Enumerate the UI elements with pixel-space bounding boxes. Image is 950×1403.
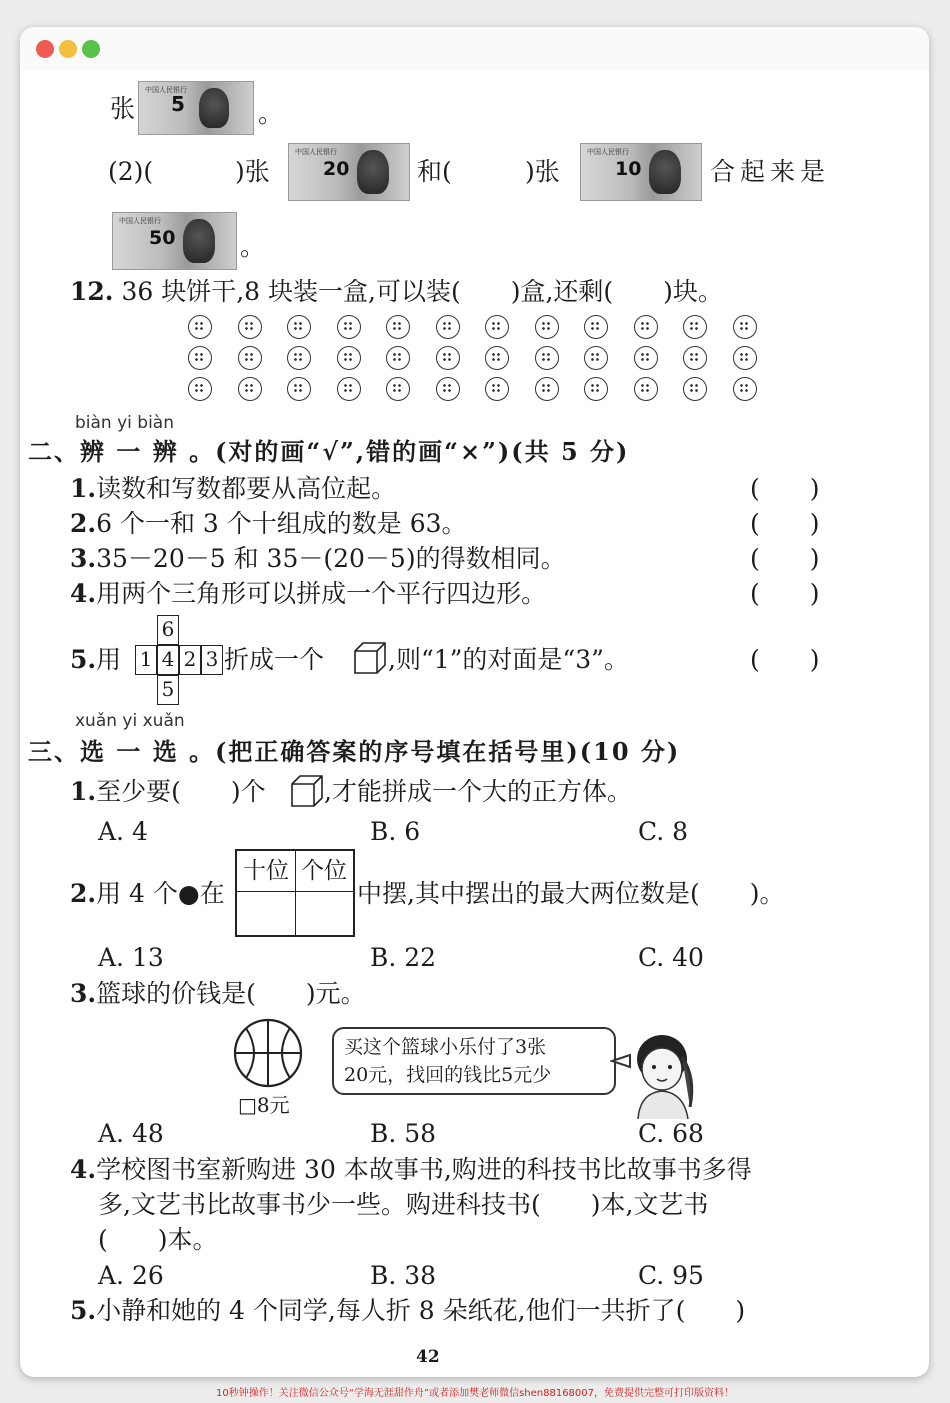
sec2-item-2: 2.6 个一和 3 个十组成的数是 63。 [70,509,467,538]
sec3-q4-option-b[interactable]: B. 38 [370,1261,437,1290]
sec3-q4-line-2: 多,文艺书比故事书少一些。购进科技书( )本,文艺书 [98,1190,709,1219]
q11-period-2: 。 [240,232,266,261]
banknote-50-image: 中国人民银行 50 [112,212,237,270]
speech-line-1: 买这个篮球小乐付了3张 [344,1036,547,1058]
sec3-q4-line-3: ( )本。 [98,1225,218,1254]
net-cell-1: 1 [135,645,157,675]
sec3-q1-option-a[interactable]: A. 4 [98,817,148,846]
biscuit-icon [485,377,509,401]
sec3-q5-question: 5.小静和她的 4 个同学,每人折 8 朵纸花,他们一共折了( ) [70,1296,746,1325]
speech-line-2: 20元，找回的钱比5元少 [344,1064,552,1086]
basketball-price: □8元 [238,1093,290,1117]
net-cell-3: 2 [179,645,201,675]
sec2-item-5-pre: 5.用 [70,645,122,674]
sec3-q1-option-c[interactable]: C. 8 [638,817,689,846]
sec2-answer-5[interactable]: ( ) [750,645,820,674]
biscuit-icon [337,377,361,401]
biscuit-icon [386,346,410,370]
sec3-q3-option-a[interactable]: A. 48 [98,1119,164,1148]
biscuit-icon [485,315,509,339]
title-bar [20,27,929,71]
sec3-q2-option-b[interactable]: B. 22 [370,943,437,972]
sec2-answer-4[interactable]: ( ) [750,579,820,608]
sec2-answer-2[interactable]: ( ) [750,509,820,538]
biscuit-icon [634,377,658,401]
biscuit-icon [584,377,608,401]
page-number: 42 [416,1347,440,1367]
banknote-20-image: 中国人民银行 20 [288,143,410,201]
biscuit-icon [436,315,460,339]
footer-notice: 10秒钟操作！关注微信公众号“学海无涯甜作舟”或者添加樊老师微信shen88168007，免费提供完整可打印版资料！ [215,1388,735,1399]
biscuit-icon [634,346,658,370]
biscuit-icon [287,346,311,370]
sec3-q2-pre: 2.用 4 个●在 [70,879,225,908]
biscuit-icon [287,315,311,339]
banknote-5-image: 中国人民银行 5 [138,81,254,135]
sec3-q4-option-c[interactable]: C. 95 [638,1261,704,1290]
banknote-10-image: 中国人民银行 10 [580,143,702,201]
sec2-pinyin: biàn yi biàn [75,413,175,433]
q12-number: 12. [70,277,114,306]
maximize-button[interactable] [82,40,100,58]
q11-part2-b: )张 [235,157,270,186]
q11-part2-a: (2)( [108,157,154,186]
biscuit-icon [337,315,361,339]
biscuit-icon [733,346,757,370]
q11-part2-d: )张 [525,157,560,186]
biscuit-icon [584,315,608,339]
sec3-q3-question: 3.篮球的价钱是( )元。 [70,979,366,1008]
biscuit-icon [337,346,361,370]
q11-zhang: 张 [110,94,136,123]
biscuit-icon [436,377,460,401]
q12-question [70,277,723,307]
q11-part2-e: 合起来是 [710,157,831,186]
biscuit-icon [634,315,658,339]
biscuit-icon [535,377,559,401]
biscuit-icon [683,315,707,339]
biscuit-icon [238,377,262,401]
tens-header: 十位 [237,851,296,892]
basketball-icon [232,1017,304,1089]
biscuit-icon [188,346,212,370]
document-window [20,27,929,1377]
biscuit-icon [188,377,212,401]
biscuit-icon [386,315,410,339]
biscuit-icon [535,346,559,370]
sec2-item-5-post: ,则“1”的对面是“3”。 [388,645,629,674]
sec3-q3-option-c[interactable]: C. 68 [638,1119,704,1148]
biscuit-icon [683,377,707,401]
sec3-q2-post: 中摆,其中摆出的最大两位数是( )。 [357,879,785,908]
net-cell-2: 4 [157,645,179,675]
sec2-title: 二、辨 一 辨 。(对的画“√”,错的画“×”)(共 5 分) [28,437,630,466]
sec3-q2-option-a[interactable]: A. 13 [98,943,164,972]
sec2-answer-1[interactable]: ( ) [750,474,820,503]
sec3-title: 三、选 一 选 。(把正确答案的序号填在括号里)(10 分) [28,737,681,766]
biscuit-icon [238,315,262,339]
girl-illustration [610,1027,700,1119]
biscuit-icon [535,315,559,339]
sec2-item-1: 1.读数和写数都要从高位起。 [70,474,397,503]
sec2-item-4: 4.用两个三角形可以拼成一个平行四边形。 [70,579,547,608]
biscuit-icon [386,377,410,401]
sec2-item-3: 3.35－20－5 和 35－(20－5)的得数相同。 [70,544,566,573]
biscuit-icon [188,315,212,339]
net-cell-top: 6 [157,615,179,645]
biscuit-icon [733,377,757,401]
small-cube-icon [290,774,324,808]
table-divider [295,891,296,935]
close-button[interactable] [36,40,54,58]
ones-header: 个位 [295,851,353,892]
sec2-item-5-mid: 折成一个 [224,645,325,674]
sec3-q1-option-b[interactable]: B. 6 [370,817,421,846]
q11-part2-c: 和( [417,157,452,186]
sec3-q2-option-c[interactable]: C. 40 [638,943,704,972]
q12-text: 36 块饼干,8 块装一盒,可以装( )盒,还剩( )块。 [121,277,723,306]
sec3-q1-pre: 1.至少要( )个 [70,777,266,806]
sec2-answer-3[interactable]: ( ) [750,544,820,573]
cube-icon [353,641,387,675]
sec3-q3-option-b[interactable]: B. 58 [370,1119,437,1148]
sec3-q4-option-a[interactable]: A. 26 [98,1261,164,1290]
sec3-q1-post: ,才能拼成一个大的正方体。 [324,777,632,806]
biscuit-icon [238,346,262,370]
minimize-button[interactable] [59,40,77,58]
biscuit-icon [436,346,460,370]
biscuit-icon [733,315,757,339]
sec3-pinyin: xuǎn yi xuǎn [75,711,185,731]
biscuit-icon [584,346,608,370]
biscuit-icon [485,346,509,370]
biscuit-icon [287,377,311,401]
speech-bubble [332,1027,616,1095]
net-cell-4: 3 [201,645,223,675]
q11-period-1: 。 [258,99,284,128]
place-value-table [235,849,355,937]
sec3-q4-line-1: 4.学校图书室新购进 30 本故事书,购进的科技书比故事书多得 [70,1155,752,1184]
biscuit-icon [683,346,707,370]
net-cell-bottom: 5 [157,675,179,705]
